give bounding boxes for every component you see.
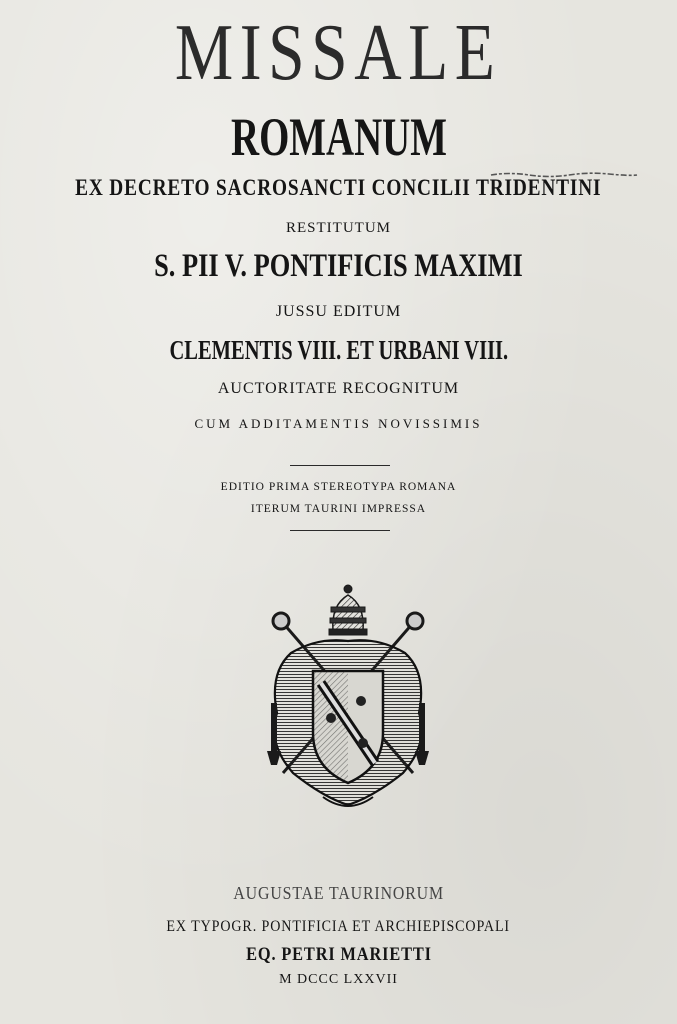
- main-title: MISSALE: [175, 9, 502, 97]
- handwritten-mark: [489, 170, 639, 180]
- tiara: [329, 585, 367, 635]
- imprint-place: AUGUSTAE TAURINORUM: [233, 883, 444, 903]
- restitutum-line: RESTITUTUM: [286, 220, 391, 236]
- additamentis-line: CUM ADDITAMENTIS NOVISSIMIS: [194, 416, 483, 431]
- imprint-press: EX TYPOGR. PONTIFICIA ET ARCHIEPISCOPALI: [166, 918, 511, 935]
- subtitle-romanum: ROMANUM: [230, 107, 447, 167]
- imprint-year: M DCCC LXXVII: [279, 972, 398, 987]
- decree-line: EX DECRETO SACROSANCTI CONCILII TRIDENTINI: [75, 175, 602, 200]
- papal-coat-of-arms-icon: [263, 583, 433, 815]
- pope-pius-line: S. PII V. PONTIFICIS MAXIMI: [154, 248, 523, 284]
- imprint-printer: EQ. PETRI MARIETTI: [245, 944, 432, 965]
- divider-top: [290, 465, 390, 466]
- auctoritate-line: AUCTORITATE RECOGNITUM: [217, 380, 460, 397]
- edition-line-2: ITERUM TAURINI IMPRESSA: [250, 503, 427, 515]
- edition-line-1: EDITIO PRIMA STEREOTYPA ROMANA: [220, 481, 457, 493]
- divider-bottom: [290, 530, 390, 531]
- jussu-line: JUSSU EDITUM: [275, 303, 402, 320]
- clement-urban-line: CLEMENTIS VIII. ET URBANI VIII.: [169, 335, 508, 365]
